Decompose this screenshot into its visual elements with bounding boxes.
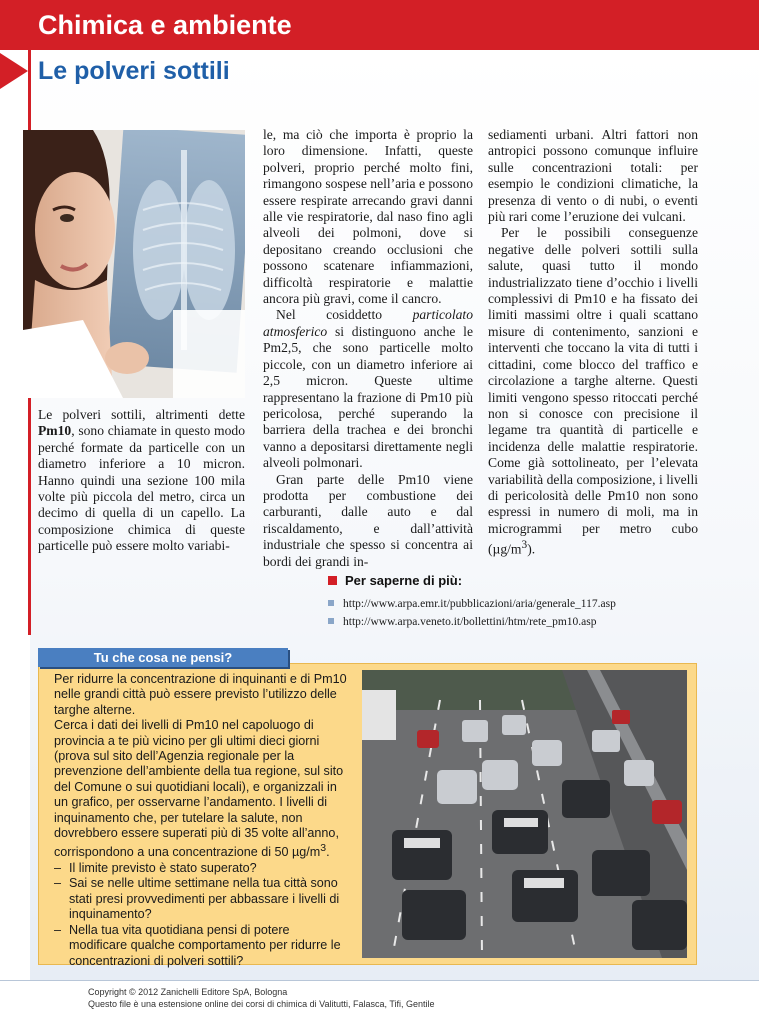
discussion-tab: Tu che cosa ne pensi? <box>38 648 288 667</box>
discussion-text: Per ridurre la concentrazione di inquinanti e di Pm10 nelle grandi città può essere previsto l’utilizzo delle targhe alterne. Cerca i dati dei livelli di Pm10 nel capoluogo di provincia a te più vicino per gli ultimi dieci giorni (prova sul sito dell’Agenzia regionale per la prevenzione dell’ambiente della tua regione, sul sito del Comune o sui quotidiani locali), e organizzali in un grafico, per osservarne l’andamento. I livelli di inquinamento che, per tutelare la salute, non dovrebbero essere superati più di 35 volte all’anno, corrispondono a una concentrazione di 50 $\mu g/m^3$. – Il limite previsto è stato superato? – Sai se nelle ultime settimane nella tua città sono stati presi provvedimenti per abbassare i livelli di inquinamento? – Nella tua vita quotidiana pensi di potere modificare qualche comportamento per ridurre le concentrazioni di polveri sottili? <box>54 672 350 969</box>
link-item[interactable]: http://www.arpa.emr.it/pubblicazioni/aria/generale_117.asp <box>328 595 616 613</box>
square-bullet-icon <box>328 600 334 606</box>
copyright-line: Copyright © 2012 Zanichelli Editore SpA, Bologna <box>88 987 288 997</box>
question-item: – Nella tua vita quotidiana pensi di potere modificare qualche comportamento per ridurre le concentrazioni di polveri sottili? <box>54 923 350 969</box>
text-column-3: sediamenti urbani. Altri fattori non antropici possono comunque influire sulle concentrazioni totali: per esempio le condizioni climatiche, la presenza di vento o di nubi, o eventi più rari come l’eruzione dei vulcani. Per le possibili conseguenze negative delle polveri sottili sulla salute, quasi tutto il mondo industrializzato tiene d’occhio i livelli complessivi di Pm10 e ha fissato dei limiti massimi oltre i quali scattano misure di contenimento, sanzioni e interventi che toccano la vita di tutti i cittadini, come blocco del traffico e circolazione a targhe alterne. Questi limiti vengono spesso ritoccati perché non si conosce con precisione il legame tra quantità di particelle e incidenza delle malattie respiratorie. Come già sottolineato, per l’elevata variabilità della composizione, i livelli di pericolosità delle Pm10 non sono espressi in numero di moli, ma in microgrammi per metro cubo $(\mu g/m^3)$. <box>488 127 698 557</box>
more-info-links <box>328 595 616 631</box>
traffic-photo <box>362 670 687 958</box>
question-item: – Il limite previsto è stato superato? <box>54 861 350 876</box>
source-line: Questo file è una estensione online dei corsi di chimica di Valitutti, Falasca, Tifi, Gentile <box>88 998 435 1009</box>
footer <box>88 987 435 1010</box>
section-title: Le polveri sottili <box>38 57 230 85</box>
question-item: – Sai se nelle ultime settimane nella tua città sono stati presi provvedimenti per abbassare i livelli di inquinamento? <box>54 876 350 922</box>
square-bullet-icon <box>328 576 337 585</box>
page-title: Chimica e ambiente <box>38 10 292 40</box>
link-item[interactable]: http://www.arpa.veneto.it/bollettini/htm/rete_pm10.asp <box>328 613 616 631</box>
footer-rule <box>0 980 759 981</box>
text-column-2: le, ma ciò che importa è proprio la loro dimensione. Infatti, queste polveri, proprio perché molto fini, rimangono sospese nell’aria e possono essere respirate arrecando gravi danni alle vie respiratorie, dal naso fino agli alveoli dei polmoni, dove si depositano creando occlusioni che possono scatenare infiammazioni, difficoltà respiratorie e malattie ancora più gravi, come il cancro. Nel cosiddetto particolato atmosferico si distinguono anche le Pm2,5, che sono particelle molto piccole, con un diametro inferiore ai 2,5 micron. Queste ultime rappresentano la frazione di Pm10 più pericolosa, perché superando la barriera della trachea e dei bronchi vanno a depositarsi direttamente negli alveoli polmonari. Gran parte delle Pm10 viene prodotta per combustione dei carburanti, dalle auto e dal riscaldamento, e dall’attività industriale che spesso si concentra ai bordi dei grandi in- <box>263 127 473 569</box>
square-bullet-icon <box>328 618 334 624</box>
xray-photo <box>23 130 245 398</box>
text-column-1: Le polveri sottili, altrimenti dette Pm10, sono chiamate in questo modo perché formate da particelle con un diametro inferiore a 10 micron. Hanno quindi una sezione 100 mila volte più piccola del metro, circa un decimo di quella di un capello. La composizione chimica di queste particelle può essere molto variabi- <box>38 407 245 554</box>
more-info-heading: Per saperne di più: <box>328 573 462 588</box>
pm10-term: Pm10 <box>38 423 72 439</box>
section-arrow-icon <box>0 53 28 89</box>
